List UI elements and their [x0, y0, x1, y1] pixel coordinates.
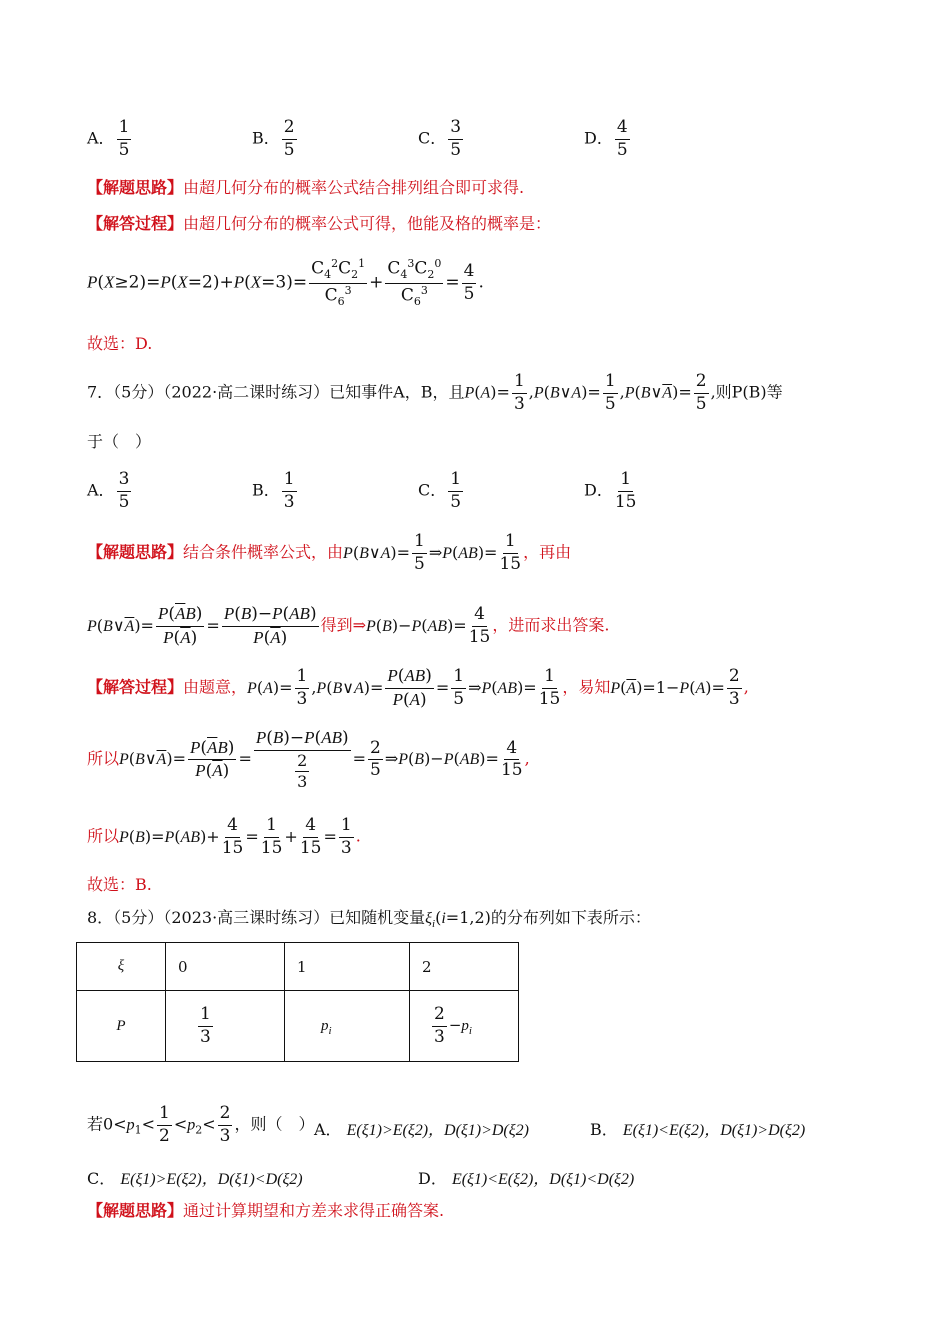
table-cell: $p_i$ — [285, 991, 410, 1062]
q8-solution-idea: 【解题思路】通过计算期望和方差来求得正确答案. — [87, 1201, 445, 1220]
q6-solution-process: 【解答过程】由超几何分布的概率公式可得，他能及格的概率是： — [87, 214, 552, 233]
q8-condition: 若$0<p_1<$ $\frac{1}{2}$ $<p_2<$ $\frac{2}{3}$ ，则（ ） — [87, 1103, 315, 1146]
q6-answer: 故选：D. — [87, 334, 153, 353]
q7-stem: 7．（5分）（2022·高二课时练习）已知事件A，B，且P(A)= $\frac{1}{3}$ ,P(B∨A)= $\frac{1}{5}$ $,P(B\vee\overline{A})=$ $\frac{2}{5}$ ,则P(B)等 — [87, 371, 783, 414]
q6-solution-idea: 【解题思路】由超几何分布的概率公式结合排列组合即可求得. — [87, 178, 525, 197]
q6-option-a: A． $\frac{1}{5}$ — [87, 117, 130, 160]
table-row — [77, 991, 519, 1062]
table-cell: $\frac{2}{3}$ $-p_i$ — [410, 991, 519, 1062]
q7-option-a: A． $\frac{3}{5}$ — [87, 469, 130, 512]
q7-answer: 故选：B. — [87, 875, 152, 894]
q7-option-b: B． $\frac{1}{3}$ — [252, 469, 295, 512]
q8-option-d: D． E(ξ1)<E(ξ2)，D(ξ1)<D(ξ2) — [418, 1169, 635, 1188]
q6-option-b: B． $\frac{2}{5}$ — [252, 117, 295, 160]
q7-so-line-2: 所以P(B)=P(AB)+ $\frac{4}{15}$ = $\frac{1}{15}$ + $\frac{4}{15}$ = $\frac{1}{3}$ . — [87, 815, 361, 858]
table-row — [77, 943, 519, 991]
table-header-cell: ξ — [77, 943, 166, 991]
q7-idea-formula: $P(B\vee\overline{A})=$ $\frac{P(\overline{A}B)}{P(\overline{A})}$ = $\frac{P(B)-P(AB)}{P(\overline{A})}$ 得到⇒P(B)−P(AB)= $\frac{4}{15}$ ，进而求出答案. — [87, 604, 610, 648]
q7-option-d: D． $\frac{1}{15}$ — [584, 469, 637, 512]
q7-solution-idea: 【解题思路】结合条件概率公式，由P(B∨A)= $\frac{1}{5}$ ⇒P(AB)= $\frac{1}{15}$ ，再由 — [87, 531, 572, 574]
distribution-table — [76, 942, 519, 1062]
q8-option-a: A． E(ξ1)>E(ξ2)，D(ξ1)>D(ξ2) — [314, 1120, 529, 1139]
table-row-label: P — [77, 991, 166, 1062]
q6-option-d: D． $\frac{4}{5}$ — [584, 117, 628, 160]
q8-stem: 8．（5分）（2023·高三课时练习）已知随机变量$\xi_i(i=1,2)$的分布列如下表所示： — [87, 908, 651, 931]
q6-formula: P(X≥2)=P(X=2)+P(X=3)= $\frac{C_4^2C_2^1}{C_6^3}$ + $\frac{C_4^3C_2^0}{C_6^3}$ = $\frac{4}{5}$ . — [87, 257, 484, 308]
q8-option-b: B． E(ξ1)<E(ξ2)，D(ξ1)>D(ξ2) — [590, 1120, 806, 1139]
table-header-cell: 1 — [285, 943, 410, 991]
q7-so-line-1: 所以$P(B\vee\overline{A})=$ $\frac{P(\overline{A}B)}{P(\overline{A})}$ = $\frac{P(B)-P(AB)}{\frac{2}{3}}$ = $\frac{2}{5}$ ⇒P(B)−P(AB)= $\frac{4}{15}$ , — [87, 728, 530, 791]
q6-option-c: C． $\frac{3}{5}$ — [418, 117, 462, 160]
q8-option-c: C． E(ξ1)>E(ξ2)，D(ξ1)<D(ξ2) — [87, 1169, 303, 1188]
table-cell: $\frac{1}{3}$ — [166, 991, 285, 1062]
table-header-cell: 2 — [410, 943, 519, 991]
q7-stem-tail: 于（ ） — [87, 432, 152, 451]
q7-option-c: C． $\frac{1}{5}$ — [418, 469, 462, 512]
table-header-cell: 0 — [166, 943, 285, 991]
q7-solution-process: 【解答过程】由题意，P(A)= $\frac{1}{3}$ ,P(B∨A)= $\frac{P(AB)}{P(A)}$ = $\frac{1}{5}$ ⇒P(AB)= $\frac{1}{15}$ ，易知$P(\overline{A})=1-P(A)=$ $\frac{2}{3}$ , — [87, 666, 749, 710]
